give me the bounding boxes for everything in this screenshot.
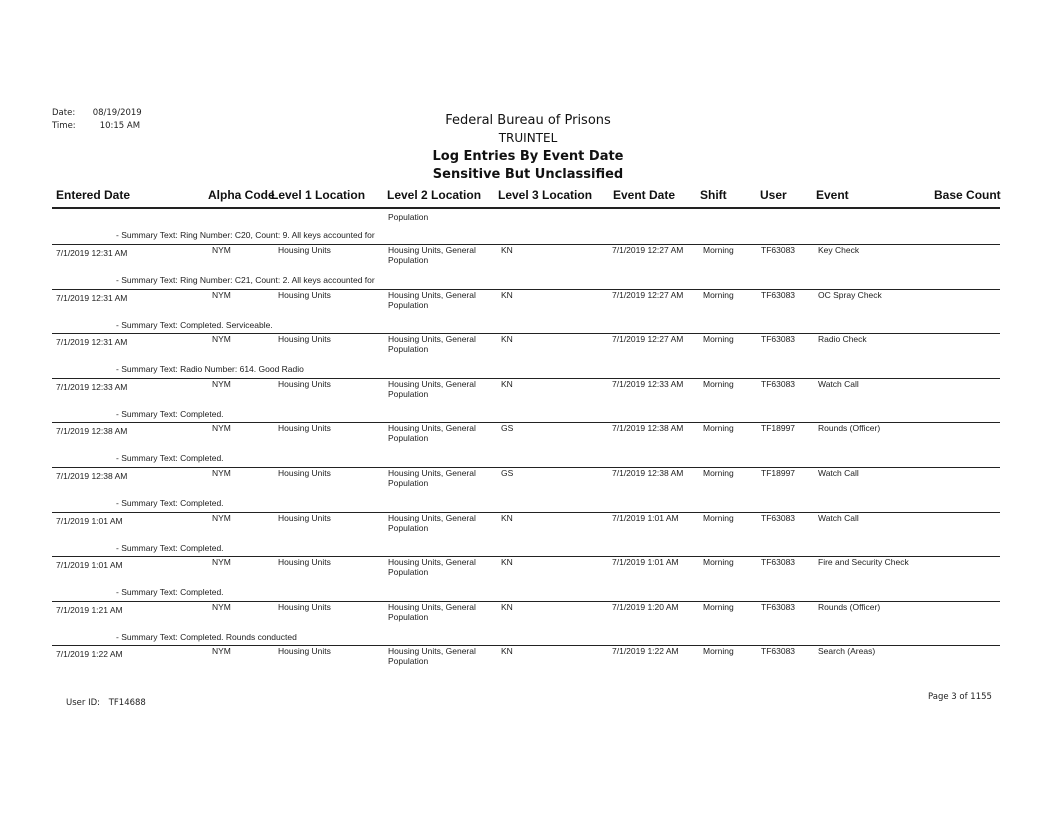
row-alpha-code: NYM (212, 334, 231, 344)
row-summary-text: - Summary Text: Radio Number: 614. Good Radio (116, 364, 304, 374)
row-entered-date: 7/1/2019 12:33 AM (56, 382, 128, 392)
system-title: TRUINTEL (498, 131, 558, 145)
row-summary-text: - Summary Text: Completed. Rounds conducted (116, 632, 297, 642)
row-shift: Morning (703, 557, 734, 567)
row-event: Radio Check (818, 334, 867, 344)
row-shift: Morning (703, 245, 734, 255)
row-level3-location: KN (501, 245, 513, 255)
row-level1-location: Housing Units (278, 379, 331, 389)
user-id-label: User ID: (66, 698, 100, 708)
row-summary-text: - Summary Text: Completed. (116, 409, 224, 419)
row-alpha-code: NYM (212, 468, 231, 478)
row-alpha-code: NYM (212, 245, 231, 255)
row-event-date: 7/1/2019 1:01 AM (612, 557, 679, 567)
row-event: Search (Areas) (818, 646, 876, 656)
row-level1-location: Housing Units (278, 557, 331, 567)
row-entered-date: 7/1/2019 1:22 AM (56, 649, 123, 659)
row-entered-date: 7/1/2019 12:31 AM (56, 248, 128, 258)
row-entered-date: 7/1/2019 12:31 AM (56, 337, 128, 347)
row-user: TF63083 (761, 379, 796, 389)
user-id-value: TF14688 (108, 698, 146, 708)
row-alpha-code: NYM (212, 557, 231, 567)
row-level3-location: KN (501, 334, 513, 344)
row-level2-location: Housing Units, General Population (388, 557, 476, 577)
row-shift: Morning (703, 423, 734, 433)
row-event-date: 7/1/2019 12:27 AM (612, 245, 684, 255)
row-entered-date: 7/1/2019 1:01 AM (56, 560, 123, 570)
row-user: TF63083 (761, 646, 796, 656)
row-user: TF63083 (761, 290, 796, 300)
page-number: Page 3 of 1155 (928, 692, 992, 702)
row-event-date: 7/1/2019 12:27 AM (612, 290, 684, 300)
row-alpha-code: NYM (212, 646, 231, 656)
row-level2-location: Housing Units, General Population (388, 379, 476, 399)
row-shift: Morning (703, 290, 734, 300)
row-summary-text: - Summary Text: Completed. Serviceable. (116, 320, 273, 330)
row-level2-location: Housing Units, General Population (388, 513, 476, 533)
carryover-level2: Population (388, 212, 429, 222)
row-user: TF18997 (761, 468, 796, 478)
report-title: Log Entries By Event Date (432, 149, 624, 164)
row-user: TF63083 (761, 245, 796, 255)
col-shift: Shift (700, 188, 727, 202)
col-user: User (760, 188, 787, 202)
footer-user (66, 698, 146, 708)
row-event: Rounds (Officer) (818, 423, 881, 433)
row-level1-location: Housing Units (278, 423, 331, 433)
row-entered-date: 7/1/2019 12:38 AM (56, 471, 128, 481)
row-shift: Morning (703, 602, 734, 612)
row-level1-location: Housing Units (278, 468, 331, 478)
row-summary-text: - Summary Text: Completed. (116, 543, 224, 553)
row-level2-location: Housing Units, General Population (388, 245, 476, 265)
row-level1-location: Housing Units (278, 513, 331, 523)
row-shift: Morning (703, 379, 734, 389)
row-level3-location: KN (501, 379, 513, 389)
row-level1-location: Housing Units (278, 290, 331, 300)
row-level3-location: KN (501, 646, 513, 656)
col-level2: Level 2 Location (387, 188, 482, 202)
org-title: Federal Bureau of Prisons (445, 113, 611, 128)
row-user: TF63083 (761, 513, 796, 523)
col-event-date: Event Date (613, 188, 676, 202)
row-alpha-code: NYM (212, 290, 231, 300)
row-event: Key Check (818, 245, 860, 255)
row-level2-location: Housing Units, General Population (388, 423, 476, 443)
row-level3-location: GS (501, 468, 514, 478)
row-alpha-code: NYM (212, 602, 231, 612)
col-level1: Level 1 Location (271, 188, 366, 202)
row-event-date: 7/1/2019 12:38 AM (612, 423, 684, 433)
row-alpha-code: NYM (212, 423, 231, 433)
carryover-summary: - Summary Text: Ring Number: C20, Count: 9. All keys accounted for (116, 230, 375, 240)
row-event: Fire and Security Check (818, 557, 909, 567)
row-level2-location: Housing Units, General Population (388, 290, 476, 310)
date-value: 08/19/2019 (92, 108, 142, 118)
row-entered-date: 7/1/2019 12:38 AM (56, 426, 128, 436)
row-level1-location: Housing Units (278, 646, 331, 656)
col-level3: Level 3 Location (498, 188, 593, 202)
row-summary-text: - Summary Text: Completed. (116, 587, 224, 597)
header-rule (52, 207, 1000, 209)
col-event: Event (816, 188, 849, 202)
row-summary-text: - Summary Text: Completed. (116, 498, 224, 508)
row-event-date: 7/1/2019 12:27 AM (612, 334, 684, 344)
row-event-date: 7/1/2019 1:22 AM (612, 646, 679, 656)
row-level3-location: KN (501, 290, 513, 300)
row-event-date: 7/1/2019 12:33 AM (612, 379, 684, 389)
time-value: 10:15 AM (99, 121, 141, 131)
row-user: TF18997 (761, 423, 796, 433)
row-entered-date: 7/1/2019 1:21 AM (56, 605, 123, 615)
row-level3-location: KN (501, 602, 513, 612)
row-level2-location: Housing Units, General Population (388, 468, 476, 488)
row-event: Watch Call (818, 468, 859, 478)
row-alpha-code: NYM (212, 513, 231, 523)
row-event-date: 7/1/2019 1:20 AM (612, 602, 679, 612)
row-user: TF63083 (761, 602, 796, 612)
row-shift: Morning (703, 334, 734, 344)
row-user: TF63083 (761, 334, 796, 344)
date-label: Date: (52, 108, 76, 118)
row-level2-location: Housing Units, General Population (388, 334, 476, 354)
row-shift: Morning (703, 468, 734, 478)
classification-title: Sensitive But Unclassified (432, 167, 624, 182)
row-event: Watch Call (818, 379, 859, 389)
row-summary-text: - Summary Text: Ring Number: C21, Count: 2. All keys accounted for (116, 275, 375, 285)
col-alpha-code: Alpha Code (208, 188, 275, 202)
row-shift: Morning (703, 646, 734, 656)
row-event: Rounds (Officer) (818, 602, 881, 612)
col-entered-date: Entered Date (56, 188, 131, 202)
row-level1-location: Housing Units (278, 245, 331, 255)
row-event-date: 7/1/2019 1:01 AM (612, 513, 679, 523)
row-level3-location: KN (501, 557, 513, 567)
row-summary-text: - Summary Text: Completed. (116, 453, 224, 463)
col-base-count: Base Count (934, 188, 1001, 202)
row-entered-date: 7/1/2019 1:01 AM (56, 516, 123, 526)
row-event-date: 7/1/2019 12:38 AM (612, 468, 684, 478)
row-user: TF63083 (761, 557, 796, 567)
row-level3-location: GS (501, 423, 514, 433)
row-event: OC Spray Check (818, 290, 882, 300)
row-shift: Morning (703, 513, 734, 523)
row-event: Watch Call (818, 513, 859, 523)
row-level1-location: Housing Units (278, 334, 331, 344)
row-level3-location: KN (501, 513, 513, 523)
row-level1-location: Housing Units (278, 602, 331, 612)
row-level2-location: Housing Units, General Population (388, 646, 476, 666)
row-alpha-code: NYM (212, 379, 231, 389)
time-label: Time: (52, 121, 76, 131)
row-entered-date: 7/1/2019 12:31 AM (56, 293, 128, 303)
row-level2-location: Housing Units, General Population (388, 602, 476, 622)
